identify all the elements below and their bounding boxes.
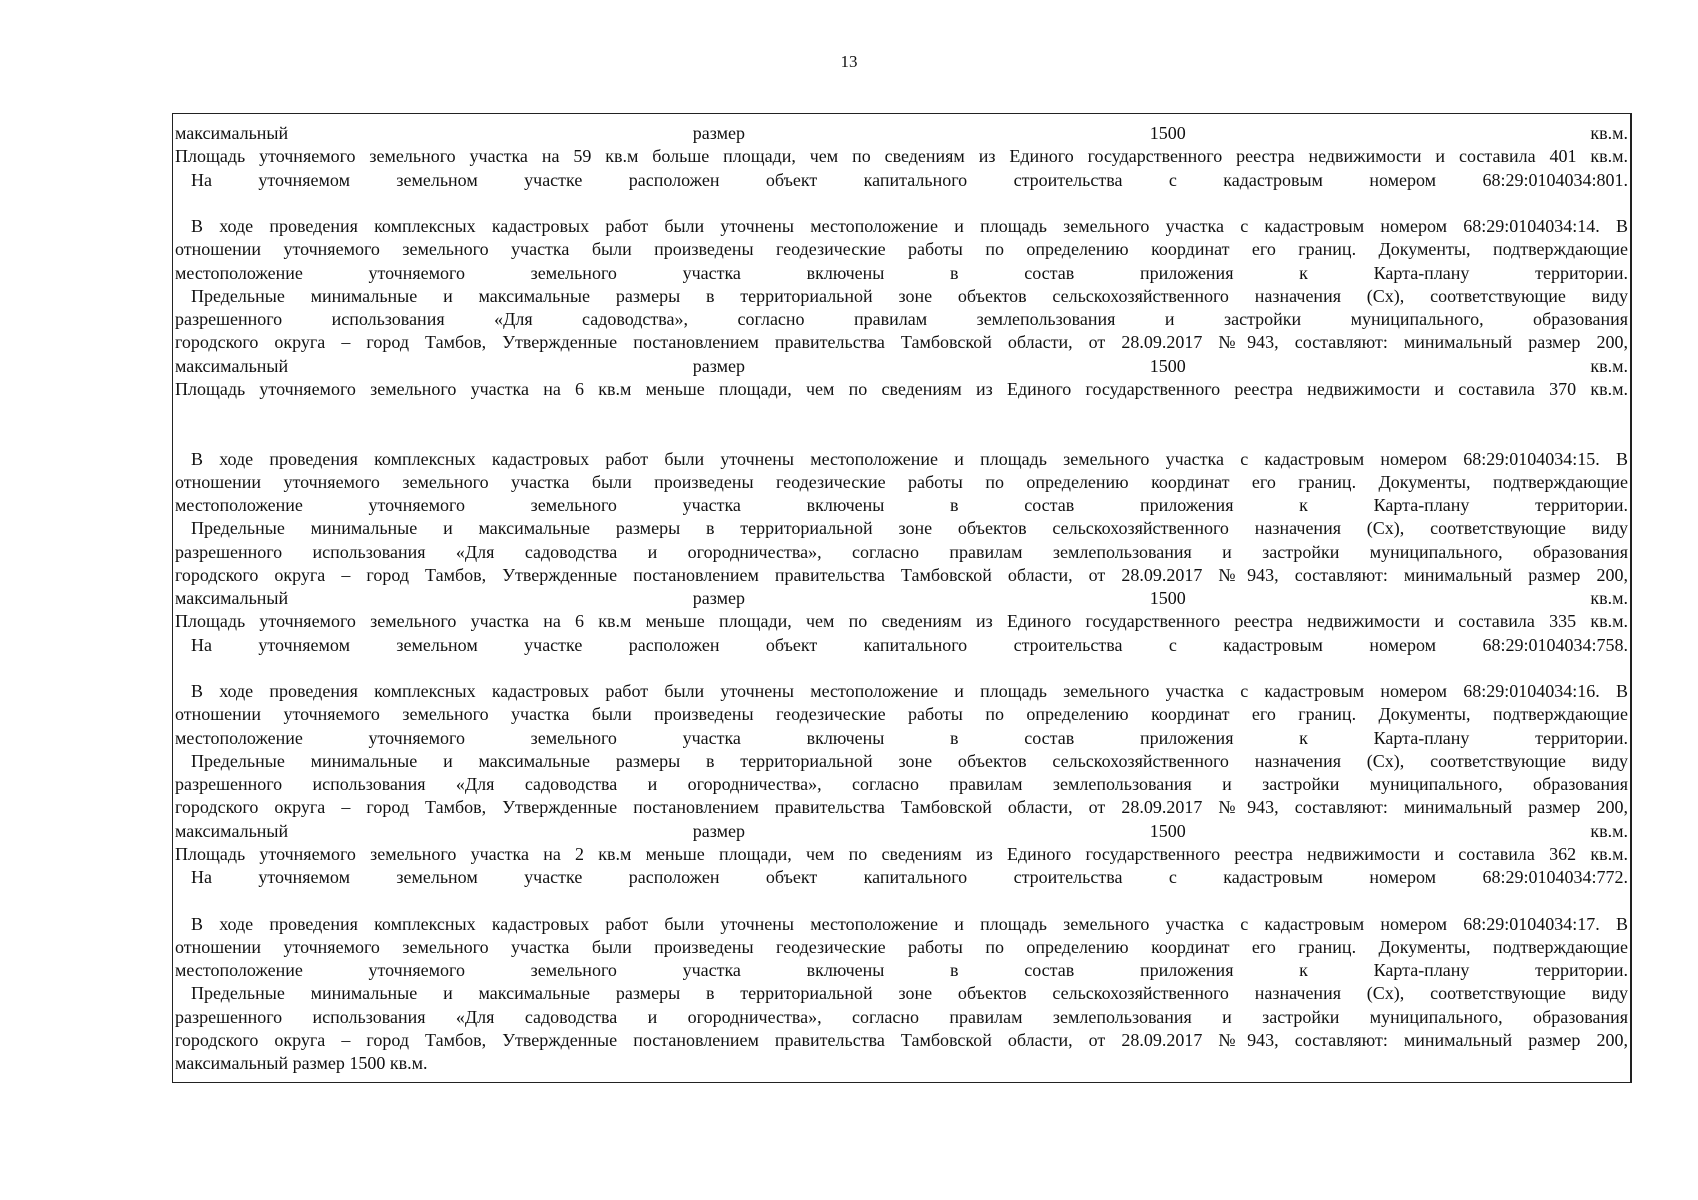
paragraph-start: В ходе проведения комплексных кадастровых работ были уточнены местоположение и площадь земельного участка с кадастровым номером 68:29:0104034:16. В [191,681,1628,701]
text-line: максимальный размер 1500 кв.м. [175,820,1628,841]
paragraph-start: В ходе проведения комплексных кадастровых работ были уточнены местоположение и площадь земельного участка с кадастровым номером 68:29:0104034:14. В [191,216,1628,236]
text-line: На уточняемом земельном участке расположен объект капитального строительства с кадастровым номером 68:29:0104034:801. [191,169,1628,190]
page-number: 13 [840,52,858,71]
text-line: городского округа – город Тамбов, Утвержденные постановлением правительства Тамбовской области, от 28.09.2017 №943, составляют: минимальный размер 200, [175,332,1628,353]
text-line: отношении уточняемого земельного участка были произведены геодезические работы по определению координат его границ. Документы, подтверждающие [175,471,1628,492]
text-line: Площадь уточняемого земельного участка на 2 кв.м меньше площади, чем по сведениям из Единого государственного реестра недвижимости и составила 362 кв.м. [175,843,1628,864]
text-line: разрешенного использования «Для садоводства и огородничества», согласно правилам землепользования и застройки муниципального, образования [175,541,1628,562]
text-line: максимальный размер 1500 кв.м. [175,355,1628,376]
text-line: городского округа – город Тамбов, Утвержденные постановлением правительства Тамбовской области, от 28.09.2017 №943, составляют: минимальный размер 200, [175,797,1628,818]
text-line: максимальный размер 1500 кв.м. [175,1053,428,1073]
text-line: разрешенного использования «Для садоводства», согласно правилам землепользования и застройки муниципального, образования [175,309,1628,329]
paragraph-start: В ходе проведения комплексных кадастровых работ были уточнены местоположение и площадь земельного участка с кадастровым номером 68:29:0104034:17. В [191,913,1628,934]
text-line: местоположение уточняемого земельного участка включены в состав приложения к Карта-плану территории. [175,960,1628,980]
text-line: отношении уточняемого земельного участка были произведены геодезические работы по определению координат его границ. Документы, подтверждающие [175,704,1628,725]
text-line: Предельные минимальные и максимальные размеры в территориальной зоне объектов сельскохозяйственного назначения (Сх), соответствующие виду [191,983,1628,1004]
text-line: разрешенного использования «Для садоводства и огородничества», согласно правилам землепользования и застройки муниципального, образования [175,774,1628,794]
text-line: отношении уточняемого земельного участка были произведены геодезические работы по определению координат его границ. Документы, подтверждающие [175,936,1628,957]
text-line: Предельные минимальные и максимальные размеры в территориальной зоне объектов сельскохозяйственного назначения (Сх), соответствующие виду [191,518,1628,539]
text-line: отношении уточняемого земельного участка были произведены геодезические работы по определению координат его границ. Документы, подтверждающие [175,239,1628,260]
blank-line [175,192,1628,215]
paragraph-start: В ходе проведения комплексных кадастровых работ были уточнены местоположение и площадь земельного участка с кадастровым номером 68:29:0104034:15. В [191,448,1628,469]
text-line: Площадь уточняемого земельного участка на 59 кв.м больше площади, чем по сведениям из Единого государственного реестра недвижимости и составила 401 кв.м. [175,146,1628,167]
text-line: максимальный размер 1500 кв.м. [175,123,1628,143]
text-line: городского округа – город Тамбов, Утвержденные постановлением правительства Тамбовской области, от 28.09.2017 №943, составляют: минимальный размер 200, [175,564,1628,585]
text-line: На уточняемом земельном участке расположен объект капитального строительства с кадастровым номером 68:29:0104034:772. [191,867,1628,887]
blank-line [175,657,1628,680]
text-line: местоположение уточняемого земельного участка включены в состав приложения к Карта-плану территории. [175,495,1628,515]
text-line: На уточняемом земельном участке расположен объект капитального строительства с кадастровым номером 68:29:0104034:758. [191,634,1628,655]
text-line: местоположение уточняемого земельного участка включены в состав приложения к Карта-плану территории. [175,262,1628,283]
text-line: местоположение уточняемого земельного участка включены в состав приложения к Карта-плану территории. [175,727,1628,748]
text-line: Предельные минимальные и максимальные размеры в территориальной зоне объектов сельскохозяйственного назначения (Сх), соответствующие виду [191,285,1628,306]
text-line: разрешенного использования «Для садоводства и огородничества», согласно правилам землепользования и застройки муниципального, образования [175,1006,1628,1027]
blank-line [175,401,1628,424]
text-line: Предельные минимальные и максимальные размеры в территориальной зоне объектов сельскохозяйственного назначения (Сх), соответствующие виду [191,750,1628,771]
blank-line [175,424,1628,447]
text-frame [172,113,1632,1083]
text-line: максимальный размер 1500 кв.м. [175,588,1628,608]
text-line: городского округа – город Тамбов, Утвержденные постановлением правительства Тамбовской области, от 28.09.2017 №943, составляют: минимальный размер 200, [175,1029,1628,1050]
text-line: Площадь уточняемого земельного участка на 6 кв.м меньше площади, чем по сведениям из Единого государственного реестра недвижимости и составила 335 кв.м. [175,611,1628,632]
text-line: Площадь уточняемого земельного участка на 6 кв.м меньше площади, чем по сведениям из Единого государственного реестра недвижимости и составила 370 кв.м. [175,378,1628,399]
blank-line [175,889,1628,912]
